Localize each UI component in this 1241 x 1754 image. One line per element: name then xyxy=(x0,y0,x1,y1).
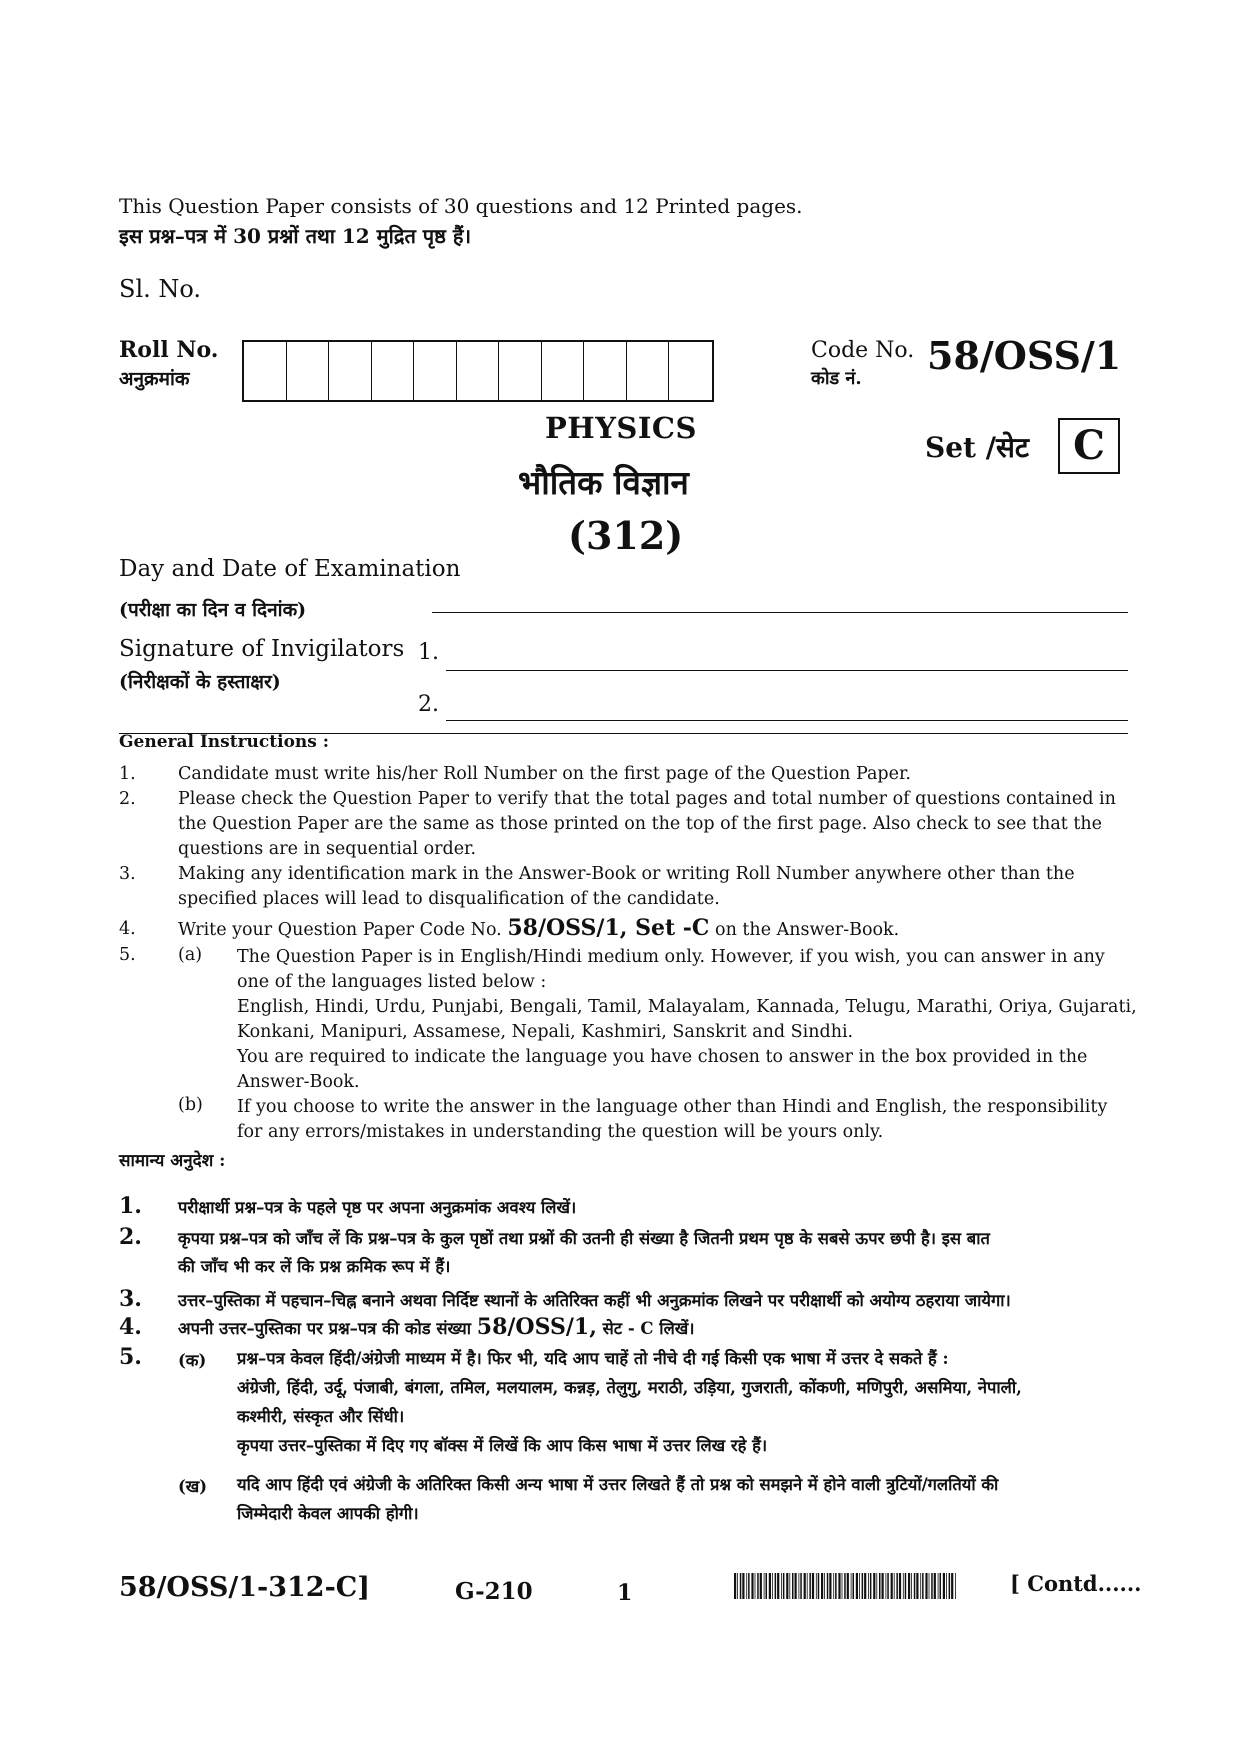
instruction-5a-line-4: Konkani, Manipuri, Assamese, Nepali, Kashmiri, Sanskrit and Sindhi. xyxy=(237,1022,854,1042)
page-number: 1 xyxy=(617,1580,633,1606)
roll-number-cell[interactable] xyxy=(627,342,670,400)
code-number-label: Code No. xyxy=(811,338,915,363)
instruction-number-hi: 5. xyxy=(119,1344,142,1370)
continued-label: [ Contd...... xyxy=(1010,1571,1142,1596)
instruction-hi-1: परीक्षार्थी प्रश्न–पत्र के पहले पृष्ठ पर अपना अनुक्रमांक अवश्य लिखें। xyxy=(178,1198,577,1217)
signature-2-number: 2. xyxy=(418,692,439,717)
instruction-number: 2. xyxy=(119,789,136,809)
instruction-hi-5b-tag: (ख) xyxy=(178,1477,208,1496)
instruction-hi-2-line-2: की जाँच भी कर लें कि प्रश्न क्रमिक रूप में हैं। xyxy=(178,1257,451,1276)
exam-date-label: Day and Date of Examination xyxy=(119,556,461,582)
paper-info-en: This Question Paper consists of 30 questions and 12 Printed pages. xyxy=(119,194,803,218)
footer-paper-code: 58/OSS/1-312-C] xyxy=(119,1572,371,1603)
instruction-hi-5a-line-2: अंग्रेजी, हिंदी, उर्दू, पंजाबी, बंगला, तमिल, मलयालम, कन्नड़, तेलुगु, मराठी, उड़िया, गुजराती, कोंकणी, मणिपुरी, असमिया, नेपाली, xyxy=(237,1378,1022,1397)
serial-number-label: Sl. No. xyxy=(119,275,202,303)
exam-date-label-hi: (परीक्षा का दिन व दिनांक) xyxy=(119,599,307,621)
code-number-label-hi: कोड नं. xyxy=(811,368,862,389)
roll-number-cell[interactable] xyxy=(542,342,585,400)
instruction-hi-5a-line-4: कृपया उत्तर–पुस्तिका में दिए गए बॉक्स में लिखें कि आप किस भाषा में उत्तर लिख रहे हैं। xyxy=(237,1436,768,1455)
instruction-4-pre: Write your Question Paper Code No. xyxy=(178,920,502,940)
instruction-2-line-2: the Question Paper are the same as those printed on the top of the first page. Also check to see that the xyxy=(178,814,1103,834)
signature-1-line[interactable] xyxy=(446,670,1128,671)
roll-number-cell[interactable] xyxy=(244,342,287,400)
instruction-hi-5a-tag: (क) xyxy=(178,1351,207,1370)
invigilator-signature-label-hi: (निरीक्षकों के हस्ताक्षर) xyxy=(119,671,281,693)
set-value-box: C xyxy=(1058,418,1120,474)
instruction-hi-5a-line-3: कश्मीरी, संस्कृत और सिंधी। xyxy=(237,1407,405,1426)
subject-name-hi: भौतिक विज्ञान xyxy=(518,463,689,502)
code-number-value: 58/OSS/1 xyxy=(927,333,1122,378)
instruction-3-line-2: specified places will lead to disqualification of the candidate. xyxy=(178,889,720,909)
general-instructions-title: General Instructions : xyxy=(119,732,330,752)
paper-info-hi: इस प्रश्न–पत्र में 30 प्रश्नों तथा 12 मुद्रित पृष्ठ हैं। xyxy=(119,224,472,248)
instruction-4-code: 58/OSS/1, Set -C xyxy=(507,915,710,941)
instruction-4 xyxy=(178,915,899,941)
instruction-number-hi: 3. xyxy=(119,1286,142,1312)
roll-number-cell[interactable] xyxy=(287,342,330,400)
invigilator-signature-label: Signature of Invigilators xyxy=(119,636,405,662)
roll-number-cell[interactable] xyxy=(669,342,712,400)
instruction-hi-3: उत्तर–पुस्तिका में पहचान–चिह्न बनाने अथवा निर्दिष्ट स्थानों के अतिरिक्त कहीं भी अनुक्रमांक लिखने पर परीक्षार्थी को अयोग्य ठहराया जायेगा। xyxy=(178,1291,1011,1310)
roll-number-cell[interactable] xyxy=(499,342,542,400)
instruction-number-hi: 4. xyxy=(119,1314,142,1340)
instruction-5a-line-6: Answer-Book. xyxy=(237,1072,360,1092)
signature-1-number: 1. xyxy=(418,640,439,665)
instruction-3-line-1: Making any identification mark in the Answer-Book or writing Roll Number anywhere other than the xyxy=(178,864,1075,884)
roll-number-label-hi: अनुक्रमांक xyxy=(119,368,190,390)
instruction-5b-tag: (b) xyxy=(178,1095,203,1115)
footer-g-number: G-210 xyxy=(455,1578,533,1605)
set-label: Set /सेट xyxy=(925,431,1029,464)
instruction-hi-4 xyxy=(178,1314,695,1342)
roll-number-cell[interactable] xyxy=(414,342,457,400)
instruction-number: 5. xyxy=(119,945,136,965)
instruction-hi-4-pre: अपनी उत्तर–पुस्तिका पर प्रश्न–पत्र की कोड संख्या xyxy=(178,1319,472,1338)
instruction-hi-5b-line-2: जिम्मेदारी केवल आपकी होगी। xyxy=(237,1504,419,1523)
instruction-hi-5b-line-1: यदि आप हिंदी एवं अंग्रेजी के अतिरिक्त किसी अन्य भाषा में उत्तर लिखते हैं तो प्रश्न को समझने में होने वाली त्रुटियों/गलतियों की xyxy=(237,1475,999,1494)
instruction-hi-2-line-1: कृपया प्रश्न–पत्र को जाँच लें कि प्रश्न–पत्र के कुल पृष्ठों तथा प्रश्नों की उतनी ही संख्या है जितनी प्रथम पृष्ठ के सबसे ऊपर छपी है। इस बात xyxy=(178,1229,990,1248)
instruction-5a-line-5: You are required to indicate the language you have chosen to answer in the box provided in the xyxy=(237,1047,1088,1067)
barcode-icon xyxy=(734,1573,958,1599)
roll-number-cell[interactable] xyxy=(584,342,627,400)
instruction-hi-4-post: सेट - C लिखें। xyxy=(602,1319,695,1338)
roll-number-boxes[interactable] xyxy=(242,340,714,402)
general-instructions-title-hi: सामान्य अनुदेश : xyxy=(119,1151,226,1171)
instruction-5b-line-1: If you choose to write the answer in the language other than Hindi and English, the responsibility xyxy=(237,1097,1108,1117)
instruction-hi-5a-line-1: प्रश्न–पत्र केवल हिंदी/अंग्रेजी माध्यम में है। फिर भी, यदि आप चाहें तो नीचे दी गई किसी एक भाषा में उत्तर दे सकते हैं : xyxy=(237,1349,949,1368)
instruction-5a-line-2: one of the languages listed below : xyxy=(237,972,547,992)
instruction-number-hi: 2. xyxy=(119,1224,142,1250)
roll-number-cell[interactable] xyxy=(372,342,415,400)
roll-number-label: Roll No. xyxy=(119,337,219,363)
instruction-4-post: on the Answer-Book. xyxy=(715,920,900,940)
instruction-number: 3. xyxy=(119,864,136,884)
subject-name: PHYSICS xyxy=(545,411,697,445)
instruction-5b-line-2: for any errors/mistakes in understanding the question will be yours only. xyxy=(237,1122,884,1142)
instruction-2-line-3: questions are in sequential order. xyxy=(178,839,477,859)
instruction-2-line-1: Please check the Question Paper to verify that the total pages and total number of questions contained in xyxy=(178,789,1116,809)
instruction-5a-line-3: English, Hindi, Urdu, Punjabi, Bengali, Tamil, Malayalam, Kannada, Telugu, Marathi, Oriya, Gujarati, xyxy=(237,997,1137,1017)
instruction-number: 1. xyxy=(119,764,136,784)
instruction-hi-4-code: 58/OSS/1, xyxy=(476,1314,597,1340)
instruction-5a-tag: (a) xyxy=(178,945,203,965)
instruction-number-hi: 1. xyxy=(119,1193,142,1219)
signature-2-line[interactable] xyxy=(446,720,1128,721)
subject-code: (312) xyxy=(568,513,684,558)
exam-date-line[interactable] xyxy=(432,612,1128,613)
roll-number-cell[interactable] xyxy=(329,342,372,400)
roll-number-cell[interactable] xyxy=(457,342,500,400)
instruction-5a-line-1: The Question Paper is in English/Hindi medium only. However, if you wish, you can answer in any xyxy=(237,947,1105,967)
instruction-number: 4. xyxy=(119,919,136,939)
instruction-1: Candidate must write his/her Roll Number on the first page of the Question Paper. xyxy=(178,764,911,784)
